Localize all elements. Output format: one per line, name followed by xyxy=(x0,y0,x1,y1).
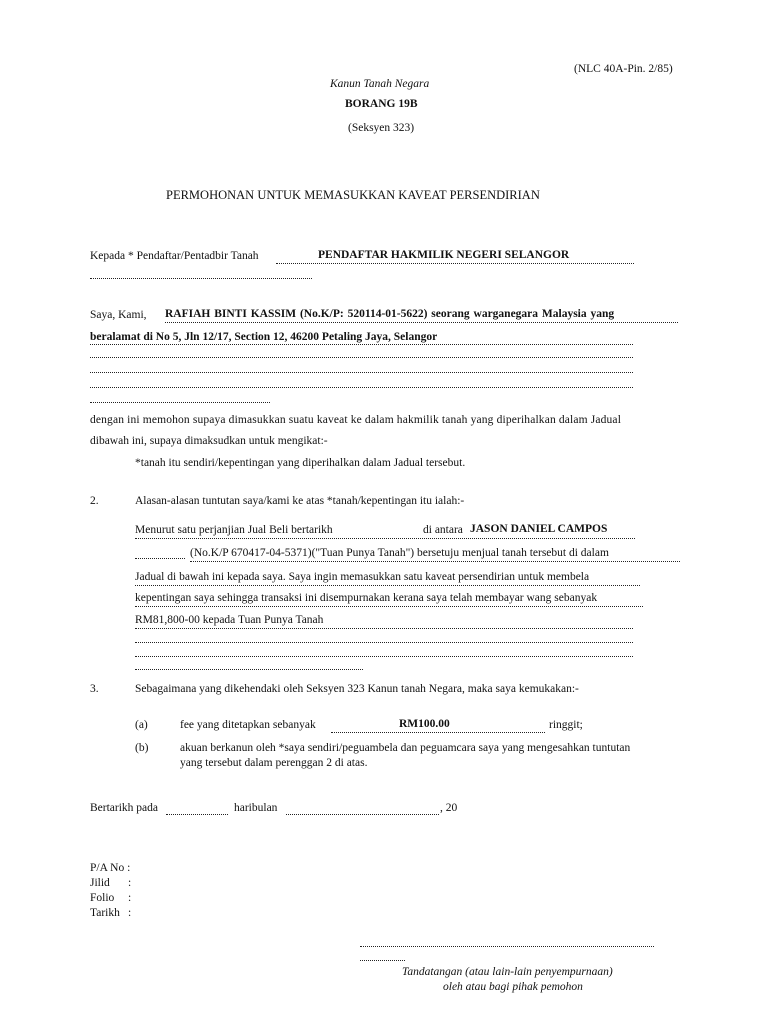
item-2-line-3: Jadual di bawah ini kepada saya. Saya ingin memasukkan satu kaveat persendirian untuk membela xyxy=(135,571,590,583)
item-2-underline-2 xyxy=(190,561,680,562)
signature-caption-1: Tandatangan (atau lain-lain penyempurnaan) xyxy=(402,966,613,978)
item-2-dotted-line-7 xyxy=(135,656,633,657)
applicant-line-1: RAFIAH BINTI KASSIM (No.K/P: 520114-01-5622) seorang warganegara Malaysia yang xyxy=(165,308,615,320)
folio-colon: : xyxy=(128,892,132,904)
section-reference: (Seksyen 323) xyxy=(348,122,415,134)
fee-suffix: ringgit; xyxy=(549,719,583,731)
item-2-underline-4 xyxy=(135,606,643,607)
item-2-dotted-line-6 xyxy=(135,642,633,643)
addressee-label: Kepada * Pendaftar/Pentadbir Tanah xyxy=(90,250,259,262)
dated-year: , 20 xyxy=(440,802,458,814)
dated-label: Bertarikh pada xyxy=(90,802,159,814)
dotted-line-3 xyxy=(90,357,633,358)
addressee-value: PENDAFTAR HAKMILIK NEGERI SELANGOR xyxy=(318,249,570,261)
day-dotted-line xyxy=(166,814,228,815)
item-2-line-1a: Menurut satu perjanjian Jual Beli bertarikh xyxy=(135,524,333,536)
signature-caption-2: oleh atau bagi pihak pemohon xyxy=(443,981,583,993)
signature-dotted-line-2 xyxy=(360,960,405,961)
fee-value: RM100.00 xyxy=(399,718,450,730)
form-number: BORANG 19B xyxy=(345,98,418,110)
item-2-line-4: kepentingan saya sehingga transaksi ini disempurnakan kerana saya telah membayar wang sebanyak xyxy=(135,592,598,604)
item-2-lead-dots xyxy=(135,558,185,559)
item-3b-line-1: akuan berkanun oleh *saya sendiri/peguambela dan peguamcara saya yang mengesahkan tuntutan xyxy=(180,742,631,754)
item-3a-number: (a) xyxy=(135,719,148,731)
item-2-dotted-line-8 xyxy=(135,669,363,670)
folio-label: Folio xyxy=(90,892,115,904)
signature-dotted-line xyxy=(360,946,654,947)
dotted-line-5 xyxy=(90,387,633,388)
tarikh-colon: : xyxy=(128,907,132,919)
item-3b-number: (b) xyxy=(135,742,149,754)
addressee-dotted-line xyxy=(276,263,634,264)
jilid-colon: : xyxy=(128,877,132,889)
month-dotted-line xyxy=(286,814,439,815)
addressee-dotted-line-2 xyxy=(90,278,312,279)
item-3-number: 3. xyxy=(90,683,99,695)
applicant-dotted-line-1 xyxy=(165,322,678,323)
tarikh-label: Tarikh xyxy=(90,907,120,919)
jilid-label: Jilid xyxy=(90,877,110,889)
dotted-line-6 xyxy=(90,402,270,403)
applicant-address: beralamat di No 5, Jln 12/17, Section 12, 46200 Petaling Jaya, Selangor xyxy=(90,331,438,343)
dated-month-label: haribulan xyxy=(234,802,278,814)
item-2-underline-1 xyxy=(135,538,635,539)
paragraph-1-line-3: *tanah itu sendiri/kepentingan yang diperihalkan dalam Jadual tersebut. xyxy=(135,457,466,469)
paragraph-1-line-2: dibawah ini, supaya dimaksudkan untuk mengikat:- xyxy=(90,435,328,447)
document-title: PERMOHONAN UNTUK MEMASUKKAN KAVEAT PERSENDIRIAN xyxy=(166,188,540,202)
act-name: Kanun Tanah Negara xyxy=(330,78,430,90)
paragraph-1-line-1: dengan ini memohon supaya dimasukkan suatu kaveat ke dalam hakmilik tanah yang diperihalkan dalam Jadual xyxy=(90,414,622,426)
item-2-underline-3 xyxy=(135,585,640,586)
applicant-dotted-line-2 xyxy=(90,344,633,345)
item-2-vendor-name: JASON DANIEL CAMPOS xyxy=(470,523,608,535)
item-3a-label: fee yang ditetapkan sebanyak xyxy=(180,719,316,731)
item-2-label: Alasan-alasan tuntutan saya/kami ke atas *tanah/kepentingan itu ialah:- xyxy=(135,495,465,507)
item-2-line-5: RM81,800-00 kepada Tuan Punya Tanah xyxy=(135,614,324,626)
item-2-line-1b: di antara xyxy=(423,524,463,536)
item-3-label: Sebagaimana yang dikehendaki oleh Seksyen 323 Kanun tanah Negara, maka saya kemukakan:- xyxy=(135,683,579,695)
pa-number-label: P/A No : xyxy=(90,862,131,874)
applicant-prefix: Saya, Kami, xyxy=(90,309,147,321)
dotted-line-4 xyxy=(90,372,633,373)
item-3b-line-2: yang tersebut dalam perenggan 2 di atas. xyxy=(180,757,368,769)
item-2-line-2: (No.K/P 670417-04-5371)("Tuan Punya Tanah") bersetuju menjual tanah tersebut di dalam xyxy=(190,547,609,559)
fee-dotted-line xyxy=(331,732,545,733)
form-reference: (NLC 40A-Pin. 2/85) xyxy=(574,63,673,75)
item-2-underline-5 xyxy=(135,628,633,629)
item-2-number: 2. xyxy=(90,495,99,507)
